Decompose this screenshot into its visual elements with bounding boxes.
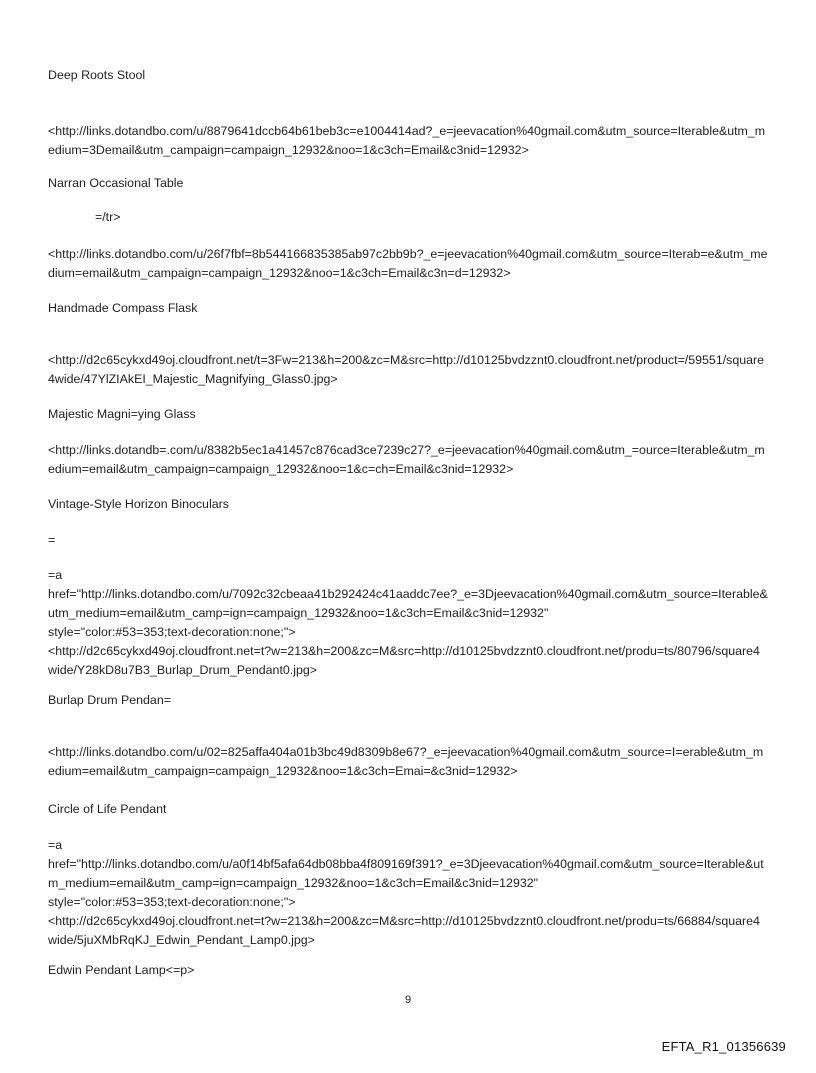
product-name-circle-of-life-pendant: Circle of Life Pendant bbox=[48, 802, 167, 816]
product-name-burlap-drum-pendant: Burlap Drum Pendan= bbox=[48, 693, 171, 707]
link-deep-roots-stool: <http://links.dotandbo.com/u/8879641dccb64b61beb3c=e1004414ad?_e=jeevacation%40gmail.com&utm_source=Iterable&utm_medium=3Demail&utm_campaign=campaign_12932&noo=1&c3ch=Email&c3nid=12932> bbox=[48, 124, 766, 157]
product-name-deep-roots-stool: Deep Roots Stool bbox=[48, 68, 146, 82]
page-number: 9 bbox=[404, 994, 412, 1006]
anchor-block-edwin-pendant-lamp: =a href="http://links.dotandbo.com/u/a0f14bf5afa64db08bba4f809169f391?_e=3Djeevacation%40gmail.com&utm_source=Iterable&utm_medium=email&utm_camp=ign=campaign_12932&noo=1&c3ch=Email&c3nid=12932" style="color:#53=353;text-decoration:none;"> <http://d2c65cykxd49oj.cloudfront.net=t?w=213&h=200&zc=M&src=http://d10125bvdzznt0.cloudfront.net/produ=ts/66884/square4wide/5juXMbRqKJ_Edwin_Pendant_Lamp0.jpg> bbox=[48, 838, 764, 947]
product-name-majestic-magnifying-glass: Majestic Magni=ying Glass bbox=[48, 407, 196, 421]
image-url-magnifying-glass: <http://d2c65cykxd49oj.cloudfront.net/t=3Fw=213&h=200&zc=M&src=http://d10125bvdzznt0.cloudfront.net/product=/59551/square4wide/47YlZIAkEI_Majestic_Magnifying_Glass0.jpg> bbox=[48, 353, 765, 386]
product-name-handmade-compass-flask: Handmade Compass Flask bbox=[48, 301, 198, 315]
product-name-edwin-pendant-lamp: Edwin Pendant Lamp<=p> bbox=[48, 963, 195, 977]
link-majestic-magnifying-glass: <http://links.dotandb=.com/u/8382b5ec1a41457c876cad3ce7239c27?_e=jeevacation%40gmail.com&utm_=ource=Iterable&utm_medium=email&utm_campaign=campaign_12932&noo=1&c=ch=Email&c3nid=12932> bbox=[48, 443, 765, 476]
product-name-horizon-binoculars: Vintage-Style Horizon Binoculars bbox=[48, 497, 229, 511]
bates-number: EFTA_R1_01356639 bbox=[661, 1039, 786, 1054]
product-name-narran-occasional-table: Narran Occasional Table bbox=[48, 176, 184, 190]
link-circle-of-life-pendant: <http://links.dotandbo.com/u/02=825affa404a01b3bc49d8309b8e67?_e=jeevacation%40gmail.com&utm_source=I=erable&utm_medium=email&utm_campaign=campaign_12932&noo=1&c3ch=Emai=&c3nid=12932> bbox=[48, 745, 764, 778]
equals-fragment: = bbox=[48, 533, 56, 547]
html-fragment-tr: =/tr> bbox=[95, 210, 121, 224]
anchor-block-burlap-drum-pendant: =a href="http://links.dotandbo.com/u/7092c32cbeaa41b292424c41aaddc7ee?_e=3Djeevacation%40gmail.com&utm_source=Iterable&utm_medium=email&utm_camp=ign=campaign_12932&noo=1&c3ch=Email&c3nid=12932" style="color:#53=353;text-decoration:none;"> <http://d2c65cykxd49oj.cloudfront.net=t?w=213&h=200&zc=M&src=http://d10125bvdzznt0.cloudfront.net/produ=ts/80796/square4wide/Y28kD8u7B3_Burlap_Drum_Pendant0.jpg> bbox=[48, 568, 768, 677]
link-narran-occasional-table: <http://links.dotandbo.com/u/26f7fbf=8b544166835385ab97c2bb9b?_e=jeevacation%40gmail.com&utm_source=Iterab=e&utm_medium=email&utm_campaign=campaign_12932&noo=1&c3ch=Email&c3n=d=12932> bbox=[48, 247, 768, 280]
